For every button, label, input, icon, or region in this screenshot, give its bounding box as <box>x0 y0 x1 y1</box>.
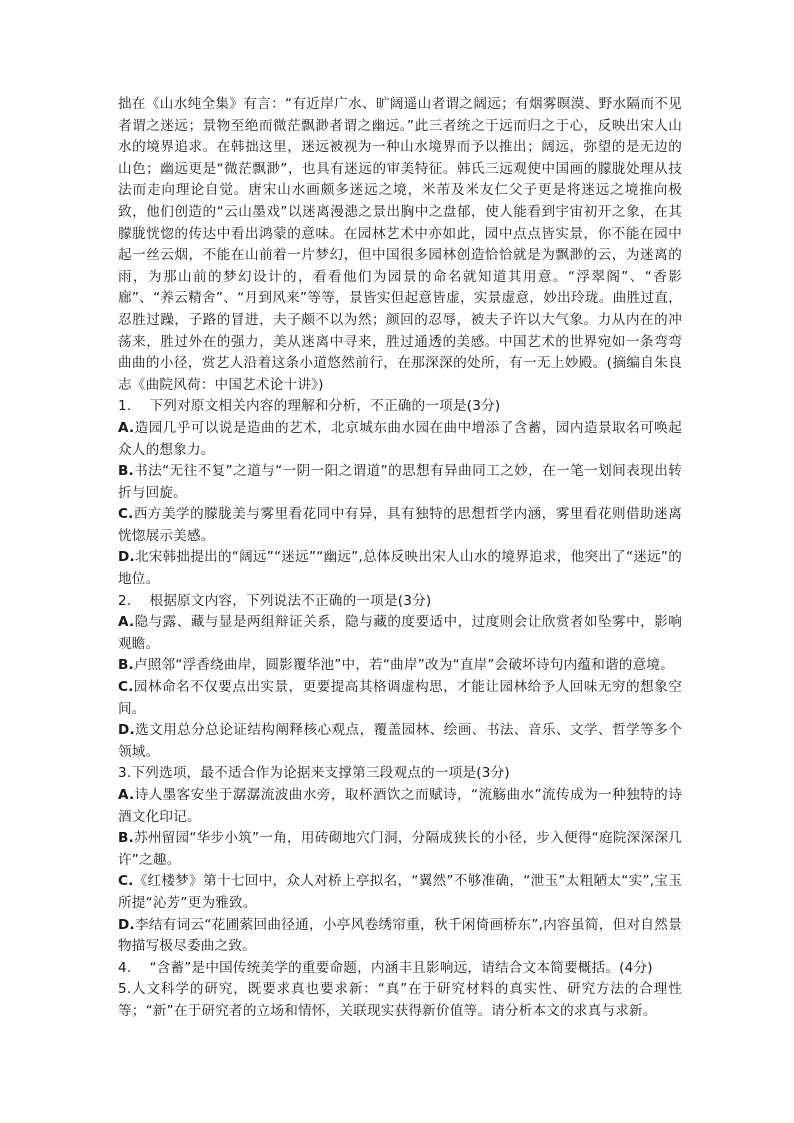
option-b: B.苏州留园“华步小筑”一角，用砖砌地穴门洞，分隔成狭长的小径，步入便得“庭院深深深几许”之趣。 <box>118 830 682 868</box>
option-c: C.园林命名不仅要点出实景，更要提高其格调虚构思，才能让园林给予人回味无穷的想象空间。 <box>118 679 682 717</box>
option-b: B.卢照邻“浮香绕曲岸，圆影覆华池”中，若“曲岸”改为“直岸”会破坏诗句内蕴和谐的意境。 <box>118 657 674 674</box>
question-stem <box>118 396 682 418</box>
option-d: D.北宋韩拙提出的“阔远”“迷远”“幽远”,总体反映出宋人山水的境界追求，他突出了“迷远”的地位。 <box>118 549 682 588</box>
option-b: B.书法“无往不复”之道与“一阴一阳之谓道”的思想有异曲同工之妙，在一笔一划间表现出转折与回旋。 <box>118 463 682 501</box>
question-number: 3. <box>118 765 132 782</box>
question-5 <box>118 979 682 1022</box>
question-number: 1. <box>118 398 132 415</box>
question-stem <box>118 591 682 613</box>
question-4 <box>118 958 682 980</box>
question-number: 2. <box>118 592 132 609</box>
question-text: 人文科学的研究，既要求真也要求新：“真”在于研究材料的真实性、研究方法的合理性等；“新”在于研究者的立场和情怀，关联现实获得新价值等。请分析本文的求真与求新。 <box>118 981 682 1019</box>
option-d: D.李结有词云“花圃萦回曲径通，小亭风卷绣帘重，秋千闲倚画桥东”,内容虽简，但对自然景物描写极尽委曲之致。 <box>118 916 682 955</box>
question-number: 5. <box>118 981 132 998</box>
question-stem <box>118 763 682 785</box>
document-page <box>118 94 682 1023</box>
option-c: C.《红楼梦》第十七回中，众人对桥上亭拟名，“翼然”不够准确，“泄玉”太粗陋太“实”,宝玉所提“沁芳”更为雅致。 <box>118 873 682 911</box>
option-a: A.隐与露、藏与显是两组辩证关系，隐与藏的度要适中，过度则会让欣赏者如坠雾中，影响观瞻。 <box>118 614 682 652</box>
option-a: A.诗人墨客安坐于潺潺流波曲水旁，取杯酒饮之而赋诗，“流觞曲水”流传成为一种独特的诗酒文化印记。 <box>118 787 682 825</box>
option-d: D.选文用总分总论证结构阐释核心观点，覆盖园林、绘画、书法、音乐、文学、哲学等多个领域。 <box>118 722 682 760</box>
question-text: 根据原文内容，下列说法不正确的一项是(3分) <box>149 592 432 609</box>
question-text: 下列选项，最不适合作为论据来支撑第三段观点的一项是(3分) <box>131 765 510 782</box>
question-number: 4. <box>118 959 132 976</box>
passage-paragraph: 拙在《山水纯全集》有言：“有近岸广水、旷阔遥山者谓之阔远；有烟雾暝漠、野水隔而不见者谓之迷远；景物至绝而微茫飘渺者谓之幽远。”此三者统之于远而归之于心，反映出宋人山水的境界追求。在韩拙这里，迷远被视为一种山水境界而予以推出；阔远，弥望的是无边的山色；幽远更是“微茫飘渺”，也具有迷远的审美特征。韩氏三远观使中国画的朦胧处理从技法而走向理论自觉。唐宋山水画颇多迷远之境，米芾及米友仁父子更是将迷远之境推向极致，他们创造的“云山墨戏”以迷离漫漶之景出胸中之盘郁，使人能看到宇宙初开之象，在其朦胧恍惚的传达中看出鸿蒙的意味。在园林艺术中亦如此，园中点点皆实景，你不能在园中起一丝云烟，不能在山前着一片梦幻，但中国很多园林创造恰恰就是为飘渺的云，为迷离的雨，为那山前的梦幻设计的，看看他们为园景的命名就知道其用意。“浮翠阁”、“香影廊”、“养云精舍”、“月到风来”等等，景皆实但起意皆虚，实景虚意，妙出玲珑。曲胜过直，忍胜过躁，子路的冒进，夫子颇不以为然；颜回的忍辱，被夫子许以大气象。力从内在的冲荡来，胜过外在的强力，美从迷离中寻来，胜过通透的美感。中国艺术的世界宛如一条弯弯曲曲的小径，赏艺人沿着这条小道悠然前行，在那深深的处所，有一无上妙殿。(摘编自朱良志《曲院风荷：中国艺术论十讲》) <box>118 96 682 393</box>
option-c: C.西方美学的朦胧美与雾里看花同中有异，具有独特的思想哲学内涵，雾里看花则借助迷离恍惚展示美感。 <box>118 506 682 544</box>
question-1 <box>118 396 682 590</box>
question-2 <box>118 591 682 764</box>
question-3 <box>118 763 682 957</box>
question-text: “含蓄”是中国传统美学的重要命题，内涵丰且影响远，请结合文本简要概括。(4分) <box>149 959 653 976</box>
option-a: A.造园几乎可以说是造曲的艺术，北京城东曲水园在曲中增添了含蓄，园内造景取名可唤起众人的想象力。 <box>118 419 682 458</box>
question-text: 下列对原文相关内容的理解和分析，不正确的一项是(3分) <box>149 398 501 415</box>
